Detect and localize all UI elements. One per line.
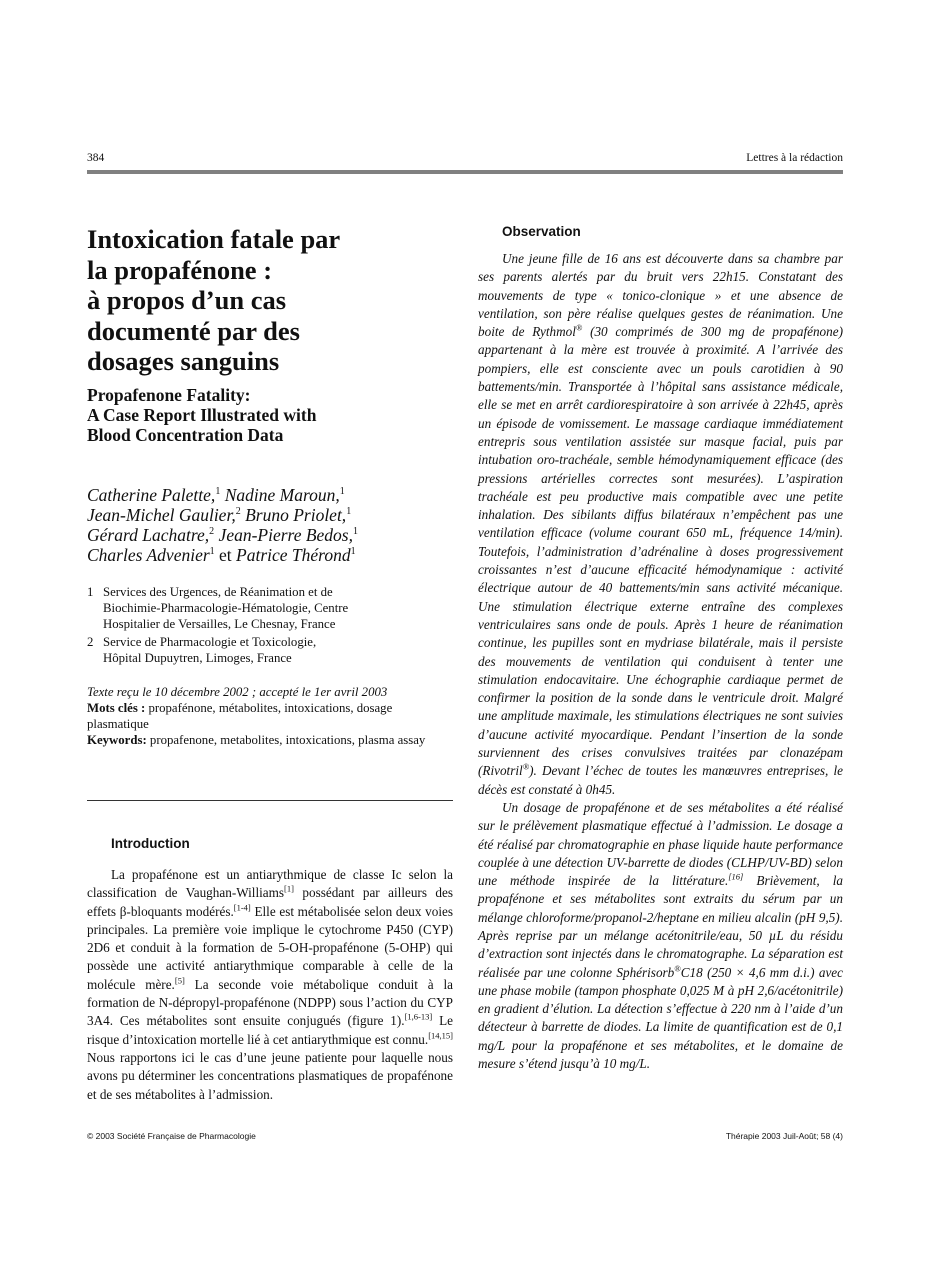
author-affil-mark: 2 [235,506,241,518]
citation-mark: [1-4] [233,902,251,913]
introduction-paragraph: La propafénone est un antiarythmique de classe Ic selon la classification de Vaughan-Williams[1] possédant par ailleurs des effets β-bloquants modérés.[1-4] Elle est métabolisée selon deux voies principales. La première voie implique le cytochrome P450 (CYP) 2D6 et conduit à la formation de 5-OH-propafénone (5-OHP) qui possède une activité antiarythmique comparable à celle de la molécule mère.[5] La seconde voie métabolique conduit à la formation de N-dépropyl-propafénone (NDPP) sous l’action du CYP 3A4. Ces métabolites sont ensuite conjugués (figure 1).[1,6-13] Le risque d’intoxication mortelle lié à cet antiarythmique est connu.[14,15] Nous rapportons ici le cas d’une jeune patiente pour laquelle nous avons pu déterminer les concentrations plasmatiques de propafénone et de ses métabolites à l’admission. [87,867,453,1102]
keywords-label: Keywords: [87,733,147,747]
affiliation-line: Service de Pharmacologie et Toxicologie, [103,635,317,649]
introduction-heading: Introduction [111,836,190,851]
observation-body [478,250,843,1073]
author-affil-mark: 1 [350,546,356,558]
citation-mark: ® [522,761,530,772]
header-rule [87,170,843,174]
mots-cles-text: propafénone, métabolites, intoxications, dosage plasmatique [87,701,393,731]
article-subtitle [87,385,457,445]
author-name: Bruno Priolet, [245,505,347,525]
citation-mark: [5] [174,975,185,986]
citation-mark: [16] [728,871,744,882]
author-affil-mark: 1 [215,486,221,498]
affiliation-number: 1 [87,585,94,599]
author-name: Patrice Thérond [236,545,351,565]
journal-citation-footer: Thérapie 2003 Juil-Août; 58 (4) [725,1131,843,1141]
affiliation-line: Biochimie-Pharmacologie-Hématologie, Centre [103,601,349,615]
author-name: Charles Advenier [87,545,210,565]
observation-paragraph: Un dosage de propafénone et de ses métabolites a été réalisé sur le prélèvement plasmatique effectué à l’admission. Le dosage a été réalisé par chromatographie en phase liquide haute performance couplée à une détection UV-barrette de diodes (CLHP/UV-BD) selon une méthode inspirée de la littérature.[16] Brièvement, la propafénone et ses métabolites sont extraits du sérum par un mélange chloroforme/propanol-2/heptane en milieu alcalin (pH 9,5). Après reprise par un mélange acétonitrile/eau, 50 µL du résidu d’extraction sont injectés dans le chromatographe. La séparation est réalisée par une colonne Sphérisorb®C18 (250 × 4,6 mm d.i.) avec une phase mobile (tampon phosphate 0,025 M à pH 2,6/acétonitrile) en gradient d’élution. La détection s’effectue à 220 nm à l’aide d’un détecteur à barrette de diodes. La limite de quantification est de 0,1 mg/L pour la propafénone et ses métabolites, et le domaine de mesure s’étend jusqu’à 10 mg/L. [478,799,844,1072]
citation-mark: [1,6-13] [404,1011,433,1022]
citation-mark: [14,15] [428,1030,453,1041]
affiliation-line: Hôpital Dupuytren, Limoges, France [103,651,292,665]
keywords [87,732,457,748]
title-line: dosages sanguins [87,346,280,376]
observation-paragraph: Une jeune fille de 16 ans est découverte dans sa chambre par ses parents alertés par du bruit vers 22h15. Constatant des mouvements de type « tonico-clonique » et une absence de ventilation, son père réalise quelques gestes de réanimation. Une boite de Rythmol® (30 comprimés de 300 mg de propafénone) appartenant à la mère est trouvée à proximité. A l’arrivée des pompiers, elle est consciente avec un pouls carotidien à 90 battements/min. Transportée à l’hôpital sans assistance médicale, elle se met en arrêt cardiorespiratoire à son arrivée à 22h45, après un épisode de vomissement. Le massage cardiaque immédiatement entrepris sous ventilation assistée sur masque facial, puis par intubation oro-trachéale, semble hémodynamiquement efficace (des pressions artérielles correctes sont mesurées). L’aspiration trachéale est peu productive mais compatible avec une petite inhalation. Des sibilants diffus bilatéraux n’empêchent pas une ventilation efficace (volume courant 650 mL, fréquence 14/min). Toutefois, l’administration d’adrénaline à doses progressivement croissantes n’est d’aucune efficacité hémodynamique : activité électrique autour de 40 battements/min sans activité mécanique. Une stimulation électrique externe entraîne des complexes ventriculaires sans onde de pouls. Après 1 heure de réanimation continue, les pupilles sont en mydriase bilatérale, mais il persiste des mouvements de ventilation qui conduisent à tenter une stimulation endocavitaire. Une échographie cardiaque permet de confirmer la position de la sonde dans le ventricule droit. Malgré une amplitude maximale, les stimulations électriques ne sont suivies d’aucune activité myocardique. Pendant l’insertion de la sonde surviennent des crises convulsives traitées par clonazépam (Rivotril®). Devant l’échec de toutes les manœuvres entreprises, le décès est constaté à 0h45. [478,251,843,797]
title-line: Intoxication fatale par [87,224,341,254]
introduction-body [87,866,453,1104]
article-meta [87,684,457,748]
observation-heading: Observation [502,224,581,239]
citation-mark: [1] [284,883,294,894]
author-affil-mark: 1 [339,486,345,498]
author-name: Jean-Michel Gaulier, [87,505,236,525]
affiliation-text [103,634,316,666]
author-conjunction: et [219,545,232,565]
affiliation-line: Hospitalier de Versailles, Le Chesnay, France [103,617,336,631]
keywords-text: propafenone, metabolites, intoxications, plasma assay [146,733,426,747]
subtitle-line: Propafenone Fatality: [87,385,251,405]
copyright-footer: © 2003 Société Française de Pharmacologie [87,1131,256,1141]
author-affil-mark: 1 [346,506,352,518]
subtitle-line: A Case Report Illustrated with [87,405,317,425]
title-line: documenté par des [87,315,300,346]
author-affil-mark: 1 [352,526,358,538]
page-number: 384 [87,152,105,164]
author-list [87,485,457,565]
affiliation-line: Services des Urgences, de Réanimation et de [103,585,333,599]
citation-mark: ® [674,963,681,974]
author-name: Gérard Lachatre, [87,525,210,545]
mots-cles-label: Mots clés : [87,701,146,715]
author-name: Nadine Maroun, [224,485,340,505]
citation-mark: ® [575,322,583,333]
affiliation-text [103,584,348,632]
received-dates: Texte reçu le 10 décembre 2002 ; accepté le 1er avril 2003 [87,685,388,699]
author-affil-mark: 1 [209,546,215,558]
author-name: Jean-Pierre Bedos, [218,525,353,545]
affiliation-number: 2 [87,635,94,649]
author-name: Catherine Palette, [87,485,216,505]
author-affil-mark: 2 [209,526,215,538]
running-section-title: Lettres à la rédaction [746,152,843,164]
affiliation-list [87,584,457,668]
title-line: la propafénone : [87,254,273,285]
title-line: à propos d’un cas [87,285,287,315]
affiliation-item [87,584,457,632]
section-divider [87,800,453,801]
article-title [87,224,457,377]
subtitle-line: Blood Concentration Data [87,425,284,445]
affiliation-item [87,634,457,666]
mots-cles [87,700,457,732]
